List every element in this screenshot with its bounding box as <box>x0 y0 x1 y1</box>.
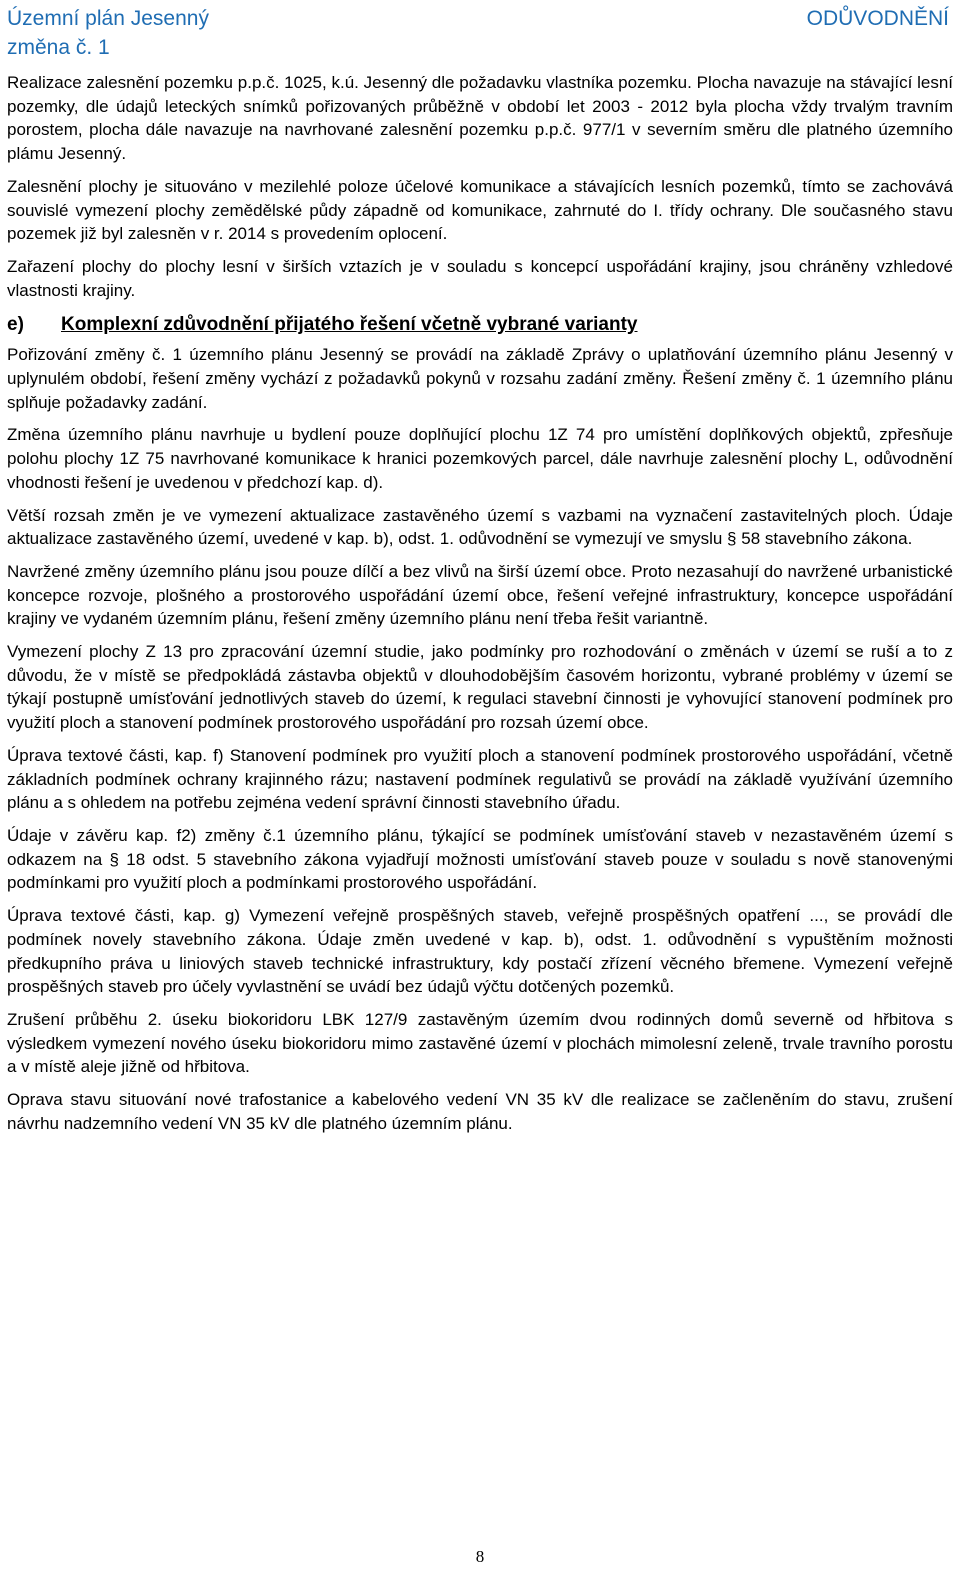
section-heading-text: Komplexní zdůvodnění přijatého řešení včetně vybrané varianty <box>61 314 638 336</box>
section-heading-number: e) <box>7 314 24 336</box>
document-body <box>7 71 953 1144</box>
paragraph: Úprava textové části, kap. g) Vymezení veřejně prospěšných staveb, veřejně prospěšných opatření ..., se provádí dle podmínek novely stavebního zákona. Údaje změn uvedené v kap. b), odst. 1. odůvodnění s vypuštěním možnosti předkupního práva u liniových staveb technické infrastruktury, kdy postačí zřízení věcného břemene. Vymezení veřejně prospěšných staveb pro účely vyvlastnění se uvádí bez údajů výčtu dotčených pozemků. <box>7 906 953 997</box>
paragraph: Zařazení plochy do plochy lesní v širších vztazích je v souladu s koncepcí uspořádání krajiny, jsou chráněny vzhledové vlastnosti krajiny. <box>7 256 953 300</box>
document-title-line2: změna č. 1 <box>7 36 110 59</box>
paragraph: Navržené změny územního plánu jsou pouze dílčí a bez vlivů na širší území obce. Proto nezasahují do navržené urbanistické koncepce rozvoje, plošného a prostorového uspořádání území obce, řešení veřejné infrastruktury, koncepce uspořádání krajiny ve vydaném územním plánu, řešení změny územního plánu není třeba řešit variantně. <box>7 561 953 629</box>
paragraph: Pořizování změny č. 1 územního plánu Jesenný se provádí na základě Zprávy o uplatňování územního plánu Jesenný v uplynulém období, řešení změny vychází z požadavků pokynů v rozsahu zadání změny. Řešení změny č. 1 územního plánu splňuje požadavky zadání. <box>7 345 953 412</box>
document-title <box>7 4 209 62</box>
paragraph: Úprava textové části, kap. f) Stanovení podmínek pro využití ploch a stanovení podmínek prostorového uspořádání, včetně základních podmínek ochrany krajinného rázu; nastavení podmínek regulativů se provádí na základě využívání územního plánu a s ohledem na potřebu zejména vedení správní činnosti stavebního úřadu. <box>7 745 953 813</box>
page-number: 8 <box>475 1547 485 1566</box>
paragraph: Změna územního plánu navrhuje u bydlení pouze doplňující plochu 1Z 74 pro umístění doplňkových objektů, zpřesňuje polohu plochy 1Z 75 navrhované komunikace k hranici pozemkových parcel, dále navrhuje zalesnění plochy L, odůvodnění vhodnosti řešení je uvedenou v předchozí kap. d). <box>7 425 953 492</box>
paragraph: Zrušení průběhu 2. úseku biokoridoru LBK 127/9 zastavěným územím dvou rodinných domů severně od hřbitova s výsledkem vymezení nového úseku biokoridoru mimo zastavěné území v plochách mimolesní zeleně, trvale travního porostu a v místě aleje jižně od hřbitova. <box>7 1009 953 1077</box>
paragraph: Údaje v závěru kap. f2) změny č.1 územního plánu, týkající se podmínek umísťování staveb v nezastavěném území s odkazem na § 18 odst. 5 stavebního zákona vyjadřují možnosti umísťování staveb pouze v souladu s nově stanovenými podmínkami pro využití ploch a podmínkami prostorového uspořádání. <box>7 825 953 893</box>
section-heading <box>7 311 953 339</box>
section-name: ODŮVODNĚNÍ <box>806 7 949 30</box>
paragraph: Oprava stavu situování nové trafostanice a kabelového vedení VN 35 kV dle realizace se začleněním do stavu, zrušení návrhu nadzemního vedení VN 35 kV dle platného územním plánu. <box>7 1090 953 1133</box>
paragraph: Realizace zalesnění pozemku p.p.č. 1025, k.ú. Jesenný dle požadavku vlastníka pozemku. Plocha navazuje na stávající lesní pozemky, dle údajů leteckých snímků pořizovaných průběžně v období let 2003 - 2012 byla plocha vždy trvalým travním porostem, plocha dále navazuje na navrhované zalesnění pozemku p.p.č. 977/1 v severním směru dle platného územního plámu Jesenný. <box>7 73 953 164</box>
paragraph: Větší rozsah změn je ve vymezení aktualizace zastavěného území s vazbami na vyznačení zastavitelných ploch. Údaje aktualizace zastavěného území, uvedené v kap. b), odst. 1. odůvodnění se vymezují ve smyslu § 58 stavebního zákona. <box>7 505 953 549</box>
paragraph: Zalesnění plochy je situováno v mezilehlé poloze účelové komunikace a stávajících lesních pozemků, tímto se zachovává souvislé vymezení plochy zemědělské půdy západně od komunikace, zahrnuté do I. třídy ochrany. Dle současného stavu pozemek již byl zalesněn v r. 2014 s provedením oplocení. <box>7 176 953 244</box>
paragraph: Vymezení plochy Z 13 pro zpracování územní studie, jako podmínky pro rozhodování o změnách v území se ruší a to z důvodu, že v místě se předpokládá zástavba objektů v dlouhodobějším časovém horizontu, vybrané problémy v území se týkají postupně umísťování jednotlivých staveb do území, k regulaci stavební činnosti je vyhovující stanovení podmínek pro využití ploch a stanovení podmínek prostorového uspořádání pro rozsah území obce. <box>7 642 953 733</box>
document-title-line1: Územní plán Jesenný <box>7 7 209 30</box>
page-header <box>7 4 949 62</box>
